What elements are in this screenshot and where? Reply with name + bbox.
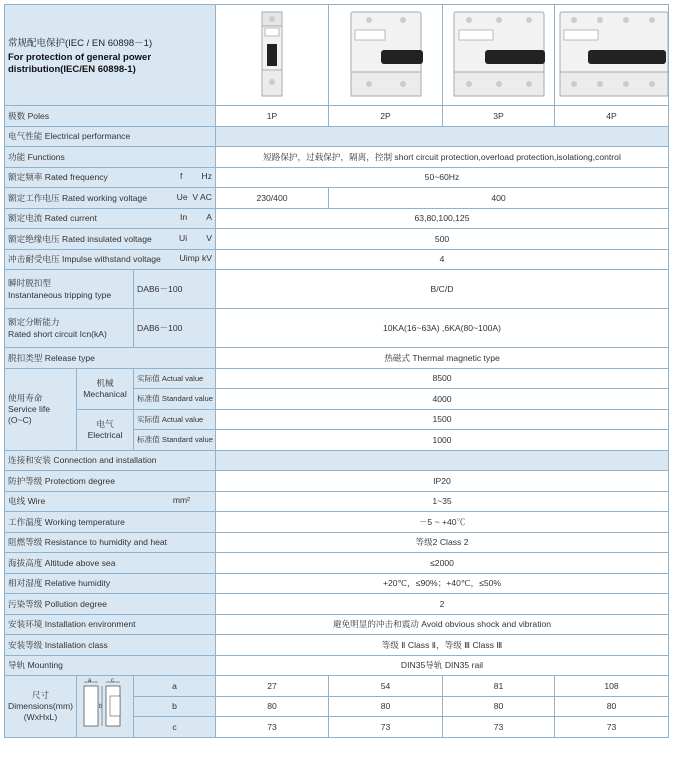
mounting-value: DIN35导轨 DIN35 rail [216, 655, 669, 676]
pollution-degree-value: 2 [216, 594, 669, 615]
poles-3p: 3P [443, 106, 555, 127]
wire-unit: mm² [172, 495, 190, 506]
wire-label: 电线 Wire [8, 496, 46, 507]
functions-row [5, 147, 669, 168]
dimension-c-4p: 73 [555, 717, 669, 738]
dimension-a-2p: 54 [329, 676, 443, 697]
rated-working-voltage-1p: 230/400 [216, 188, 329, 209]
mechanical-label-cell [77, 368, 134, 409]
rated-frequency-label: 额定频率 Rated frequency [8, 172, 108, 183]
functions-value: 短路保护，过载保护，隔离，控制 short circuit protection,overload protection,isolationg,control [216, 147, 669, 168]
electrical-performance-row [5, 126, 669, 147]
rated-working-voltage-symbol: Ue [176, 191, 188, 202]
breaking-capacity-model: DAB6－100 [134, 309, 216, 348]
dimension-b-3p: 80 [443, 696, 555, 717]
rated-current-row [5, 208, 669, 229]
impulse-voltage-label: 冲击耐受电压 Impulse withstand voltage [8, 254, 161, 265]
breaker-2p-image [341, 6, 431, 102]
dimension-b-4p: 80 [555, 696, 669, 717]
tripping-type-label-en: Instantaneous tripping type [8, 290, 112, 300]
breaking-capacity-label-en: Rated short circuit Icn(kA) [8, 329, 107, 339]
breaker-1p-image [242, 6, 302, 102]
title-en-2: distribution(IEC/EN 60898-1) [8, 63, 136, 75]
rated-insulated-voltage-row [5, 229, 669, 250]
pollution-degree-label: 污染等级 Pollution degree [5, 594, 216, 615]
svg-text:b: b [99, 704, 103, 711]
pollution-degree-row [5, 594, 669, 615]
rated-working-voltage-label-cell [5, 188, 216, 209]
dimension-diagram-icon [80, 678, 130, 732]
breaker-3p-image [449, 6, 549, 102]
dimensions-label-cell [5, 676, 77, 738]
relative-humidity-label: 相对湿度 Relative humidity [5, 573, 216, 594]
dimension-a-1p: 27 [216, 676, 329, 697]
protection-degree-value: IP20 [216, 471, 669, 492]
elec-standard-label: 标准值 Standard value [134, 430, 216, 451]
electrical-label-cn: 电气 [96, 418, 114, 429]
rated-insulated-voltage-unit: V [206, 232, 212, 243]
tripping-type-row [5, 270, 669, 309]
working-temperature-label: 工作温度 Working temperature [5, 512, 216, 533]
mech-standard-value: 4000 [216, 389, 669, 410]
rated-insulated-voltage-label: 额定绝缘电压 Rated insulated voltage [8, 233, 152, 244]
poles-label: 极数 Poles [5, 106, 216, 127]
release-type-value: 热磁式 Thermal magnetic type [216, 348, 669, 369]
installation-environment-label: 安装环境 Installation environment [5, 614, 216, 635]
rated-working-voltage-unit: V AC [192, 191, 212, 202]
dimensions-label-en2: (WxHxL) [23, 711, 58, 722]
elec-actual-label: 实际值 Actual value [134, 409, 216, 430]
image-2p [329, 5, 443, 106]
connection-installation-fill [216, 450, 669, 471]
rated-insulated-voltage-label-cell [5, 229, 216, 250]
title-en-1: For protection of general power [8, 51, 152, 63]
mechanical-label-cn: 机械 [96, 377, 114, 388]
humidity-heat-value: 等级2 Class 2 [216, 532, 669, 553]
image-1p [216, 5, 329, 106]
relative-humidity-row [5, 573, 669, 594]
spec-table [4, 4, 669, 738]
rated-working-voltage-multi: 400 [329, 188, 669, 209]
elec-standard-value: 1000 [216, 430, 669, 451]
rated-insulated-voltage-symbol: Ui [179, 232, 188, 243]
connection-installation-label: 连接和安装 Connection and installation [5, 450, 216, 471]
impulse-voltage-unit: kV [201, 253, 212, 264]
protection-degree-row [5, 471, 669, 492]
installation-class-row [5, 635, 669, 656]
impulse-voltage-row [5, 249, 669, 270]
dimension-c-key: c [134, 717, 216, 738]
protection-degree-label: 防护等级 Protectiom degree [5, 471, 216, 492]
image-3p [443, 5, 555, 106]
service-life-label-en2: (O~C) [8, 414, 32, 425]
mech-standard-label: 标准值 Standard value [134, 389, 216, 410]
service-life-mech-actual-row [5, 368, 669, 389]
installation-environment-row [5, 614, 669, 635]
service-life-label-cn: 使用寿命 [8, 392, 43, 403]
breaking-capacity-label-cn: 额定分断能力 [8, 317, 60, 327]
electrical-label-cell [77, 409, 134, 450]
dimension-a-3p: 81 [443, 676, 555, 697]
installation-environment-value: 避免明显的冲击和震动 Avoid obvious shock and vibration [216, 614, 669, 635]
humidity-heat-row [5, 532, 669, 553]
rated-current-label: 额定电流 Rated current [8, 213, 97, 224]
functions-label: 功能 Functions [5, 147, 216, 168]
tripping-type-value: B/C/D [216, 270, 669, 309]
relative-humidity-value: +20℃，≤90%；+40℃，≤50% [216, 573, 669, 594]
mounting-label: 导轨 Mounting [5, 655, 216, 676]
electrical-label-en: Electrical [87, 429, 123, 440]
tripping-type-label-cn: 瞬时脱扣型 [8, 278, 51, 288]
electrical-performance-fill [216, 126, 669, 147]
svg-text:a: a [88, 678, 92, 685]
poles-4p: 4P [555, 106, 669, 127]
impulse-voltage-value: 4 [216, 249, 669, 270]
installation-class-label: 安装等级 Installation class [5, 635, 216, 656]
rated-current-unit: A [206, 212, 212, 223]
rated-frequency-value: 50~60Hz [216, 167, 669, 188]
working-temperature-row [5, 512, 669, 533]
dimensions-label-cn: 尺寸 [31, 689, 50, 700]
rated-current-value: 63,80,100,125 [216, 208, 669, 229]
humidity-heat-label: 阻燃等级 Resistance to humidity and heat [5, 532, 216, 553]
dimension-c-3p: 73 [443, 717, 555, 738]
dimension-b-key: b [134, 696, 216, 717]
breaker-4p-image [558, 6, 669, 102]
rated-frequency-symbol: f [179, 171, 183, 182]
service-life-label-en1: Service life [8, 403, 51, 414]
wire-label-cell [5, 491, 216, 512]
dimension-a-row [5, 676, 669, 697]
breaking-capacity-value: 10KA(16~63A) ,6KA(80~100A) [216, 309, 669, 348]
dimensions-label-en1: Dimensions(mm) [8, 700, 73, 711]
wire-row [5, 491, 669, 512]
dimension-a-4p: 108 [555, 676, 669, 697]
service-life-label-cell [5, 368, 77, 450]
poles-1p: 1P [216, 106, 329, 127]
altitude-row [5, 553, 669, 574]
dimension-diagram-cell [77, 676, 134, 738]
dimension-c-2p: 73 [329, 717, 443, 738]
rated-frequency-row [5, 167, 669, 188]
image-4p [555, 5, 669, 106]
mounting-row [5, 655, 669, 676]
dimension-a-key: a [134, 676, 216, 697]
impulse-voltage-symbol: Uimp [179, 253, 200, 264]
dimension-b-1p: 80 [216, 696, 329, 717]
wire-value: 1~35 [216, 491, 669, 512]
service-life-elec-actual-row [5, 409, 669, 430]
working-temperature-value: －5 ~ +40℃ [216, 512, 669, 533]
poles-2p: 2P [329, 106, 443, 127]
mech-actual-value: 8500 [216, 368, 669, 389]
header-title-cell [5, 5, 216, 106]
rated-insulated-voltage-value: 500 [216, 229, 669, 250]
altitude-value: ≤2000 [216, 553, 669, 574]
altitude-label: 海拔高度 Altitude above sea [5, 553, 216, 574]
dimension-c-1p: 73 [216, 717, 329, 738]
connection-installation-row [5, 450, 669, 471]
rated-working-voltage-label: 额定工作电压 Rated working voltage [8, 192, 147, 203]
tripping-type-label-cell [5, 270, 134, 309]
rated-working-voltage-row [5, 188, 669, 209]
tripping-type-model: DAB6－100 [134, 270, 216, 309]
title-cn: 常规配电保护(IEC / EN 60898－1) [8, 37, 153, 49]
elec-actual-value: 1500 [216, 409, 669, 430]
installation-class-value: 等级 Ⅱ Class Ⅱ，等级 Ⅲ Class Ⅲ [216, 635, 669, 656]
poles-row [5, 106, 669, 127]
release-type-row [5, 348, 669, 369]
breaking-capacity-label-cell [5, 309, 134, 348]
rated-current-symbol: In [179, 212, 188, 223]
rated-current-label-cell [5, 208, 216, 229]
svg-text:c: c [111, 678, 114, 685]
dimension-b-2p: 80 [329, 696, 443, 717]
header-row [5, 5, 669, 106]
mechanical-label-en: Mechanical [83, 388, 127, 399]
release-type-label: 脱扣类型 Release type [5, 348, 216, 369]
mech-actual-label: 实际值 Actual value [134, 368, 216, 389]
electrical-performance-label: 电气性能 Electrical performance [5, 126, 216, 147]
rated-frequency-unit: Hz [201, 171, 212, 182]
breaking-capacity-row [5, 309, 669, 348]
rated-frequency-label-cell [5, 167, 216, 188]
impulse-voltage-label-cell [5, 249, 216, 270]
